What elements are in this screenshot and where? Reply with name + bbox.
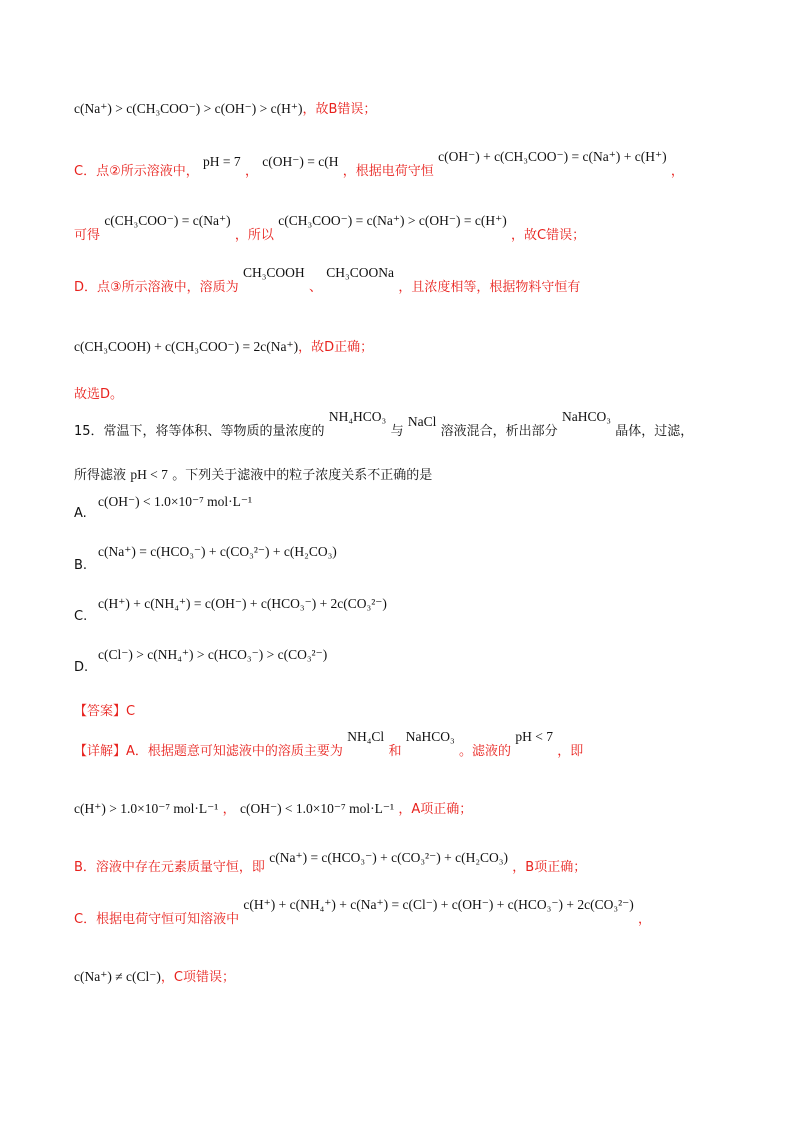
choose-d: 故选D。 bbox=[74, 387, 124, 402]
and-text: 和 bbox=[388, 744, 402, 759]
formula-nahco3-detail: NaHCO₃ bbox=[405, 729, 455, 744]
conclusion-c-wrong: ，故C错误； bbox=[511, 228, 586, 243]
conclusion-b-wrong: ，故B错误； bbox=[302, 102, 377, 117]
formula-ion-order-c: c(CH₃COO⁻) = c(Na⁺) > c(OH⁻) = c(H⁺) bbox=[278, 213, 507, 228]
question-number: 15．常温下，将等体积、等物质的量浓度的 bbox=[74, 424, 325, 439]
answer: 【答案】C bbox=[74, 704, 136, 719]
formula-material-balance: c(CH₃COOH) + c(CH₃COO⁻) = 2c(Na⁺) bbox=[74, 339, 299, 354]
option-b-label: B. bbox=[74, 558, 88, 573]
point-3-label: D．点③所示溶液中，溶质为 bbox=[74, 280, 239, 295]
formula-h-gt: c(H⁺) > 1.0×10⁻⁷ mol·L⁻¹ bbox=[74, 801, 219, 816]
explanation-line-1 bbox=[74, 98, 376, 117]
formula-na-ne-cl: c(Na⁺) ≠ c(Cl⁻) bbox=[74, 969, 161, 984]
detail-line-5 bbox=[74, 966, 235, 985]
option-a-label: A. bbox=[74, 506, 87, 521]
option-d-label: D. bbox=[74, 660, 89, 675]
formula-ion-order: c(Na⁺) > c(CH₃COO⁻) > c(OH⁻) > c(H⁺) bbox=[74, 101, 303, 116]
comma: ， bbox=[222, 802, 236, 817]
therefore-text: ，所以 bbox=[234, 228, 274, 243]
formula-nahco3: NaHCO₃ bbox=[561, 409, 611, 424]
formula-full-charge-balance: c(H⁺) + c(NH₄⁺) + c(Na⁺) = c(Cl⁻) + c(OH⁻) + c(HCO₃⁻) + 2c(CO₃²⁻) bbox=[243, 897, 634, 912]
point-2-label: C．点②所示溶液中， bbox=[74, 164, 199, 179]
question-15-line-2 bbox=[74, 464, 432, 483]
explanation-line-5 bbox=[74, 336, 373, 355]
detail-line-2 bbox=[74, 798, 472, 817]
comma: ， bbox=[638, 912, 652, 927]
detail-a-text: 【详解】A．根据题意可知滤液中的溶质主要为 bbox=[74, 744, 343, 759]
formula-nh4hco3: NH₄HCO₃ bbox=[328, 409, 387, 424]
option-d-formula: c(Cl⁻) > c(NH₄⁺) > c(HCO₃⁻) > c(CO₃²⁻) bbox=[98, 647, 328, 662]
option-a-formula: c(OH⁻) < 1.0×10⁻⁷ mol·L⁻¹ bbox=[98, 494, 253, 509]
explanation-line-4 bbox=[74, 265, 581, 295]
conclusion-a-correct: ，A项正确； bbox=[398, 802, 473, 817]
formula-ch3cooh: CH₃COOH bbox=[242, 265, 305, 280]
derive-text: 可得 bbox=[74, 228, 101, 243]
comma: ， bbox=[670, 164, 684, 179]
detail-line-3 bbox=[74, 850, 587, 875]
detail-line-1 bbox=[74, 729, 584, 759]
explanation-line-3 bbox=[74, 213, 586, 243]
formula-nh4cl: NH₄Cl bbox=[347, 729, 385, 744]
formula-element-balance: c(Na⁺) = c(HCO₃⁻) + c(CO₃²⁻) + c(H₂CO₃) bbox=[269, 850, 508, 865]
filtrate-text: 所得滤液 bbox=[74, 468, 127, 483]
conclusion-b-correct: ，B项正确； bbox=[512, 860, 587, 875]
formula-oh-lt: c(OH⁻) < 1.0×10⁻⁷ mol·L⁻¹ bbox=[239, 801, 395, 816]
question-15-line-1 bbox=[74, 409, 694, 439]
option-b-formula: c(Na⁺) = c(HCO₃⁻) + c(CO₃²⁻) + c(H₂CO₃) bbox=[98, 544, 337, 559]
formula-acetate-equals-na: c(CH₃COO⁻) = c(Na⁺) bbox=[104, 213, 231, 228]
comma: ， bbox=[244, 164, 258, 179]
question-stem: 。下列关于滤液中的粒子浓度关系不正确的是 bbox=[172, 468, 433, 483]
detail-line-4 bbox=[74, 897, 652, 927]
conclusion-c-wrong-detail: ，C项错误； bbox=[160, 970, 235, 985]
and-text: 与 bbox=[390, 424, 404, 439]
conclusion-d-correct: ，故D正确； bbox=[298, 340, 374, 355]
crystal-text: 晶体，过滤， bbox=[615, 424, 694, 439]
option-c-label: C. bbox=[74, 609, 88, 624]
detail-c-text: C．根据电荷守恒可知溶液中 bbox=[74, 912, 240, 927]
mix-text: 溶液混合，析出部分 bbox=[440, 424, 558, 439]
formula-charge-balance: c(OH⁻) + c(CH₃COO⁻) = c(Na⁺) + c(H⁺) bbox=[438, 149, 667, 164]
formula-ch3coona: CH₃COONa bbox=[326, 265, 395, 280]
filtrate-ph-text: 。滤液的 bbox=[459, 744, 512, 759]
that-is-text: ，即 bbox=[557, 744, 584, 759]
detail-b-text: B．溶液中存在元素质量守恒，即 bbox=[74, 860, 265, 875]
explanation-line-2 bbox=[74, 149, 684, 179]
formula-ph-lt-7: pH < 7 bbox=[130, 467, 168, 482]
formula-oh-equals-h: c(OH⁻) = c(H bbox=[262, 154, 339, 169]
material-conservation-text: ，且浓度相等，根据物料守恒有 bbox=[398, 280, 581, 295]
separator: 、 bbox=[308, 280, 322, 295]
formula-nacl: NaCl bbox=[407, 414, 437, 429]
option-c-formula: c(H⁺) + c(NH₄⁺) = c(OH⁻) + c(HCO₃⁻) + 2c(CO₃²⁻) bbox=[98, 596, 387, 611]
formula-ph7: pH = 7 bbox=[203, 154, 241, 169]
charge-conservation-text: ，根据电荷守恒 bbox=[342, 164, 434, 179]
formula-ph-lt-7-detail: pH < 7 bbox=[515, 729, 553, 744]
